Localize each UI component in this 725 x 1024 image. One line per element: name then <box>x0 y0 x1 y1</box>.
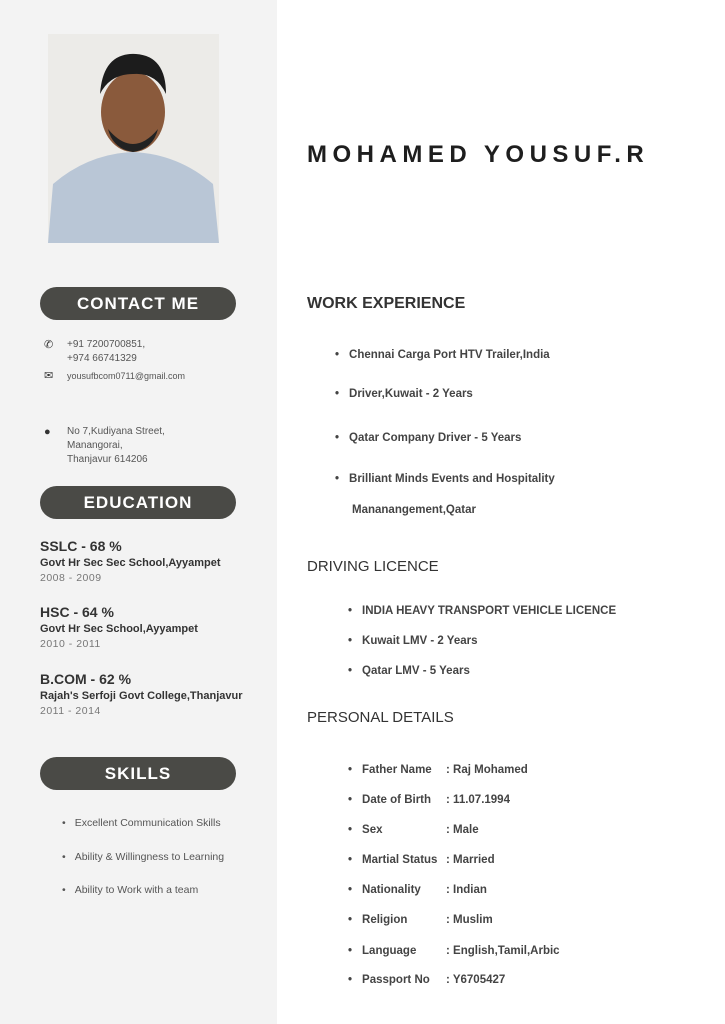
label: • Martial Status <box>362 854 438 866</box>
work-item: • Chennai Carga Port HTV Trailer,India <box>335 349 550 361</box>
personal-item <box>348 974 505 986</box>
skill-item: • Ability to Work with a team <box>62 884 198 896</box>
value: : English,Tamil,Arbic <box>446 945 560 957</box>
education-heading: EDUCATION <box>40 486 236 519</box>
school: Govt Hr Sec School,Ayyampet <box>40 623 198 635</box>
skill-item: • Ability & Willingness to Learning <box>62 851 224 863</box>
personal-item <box>348 914 493 926</box>
work-heading: WORK EXPERIENCE <box>307 295 466 312</box>
education-item <box>40 671 243 717</box>
value: : Married <box>446 854 495 866</box>
years: 2010 - 2011 <box>40 638 101 650</box>
label: • Passport No <box>362 974 430 986</box>
value: : Male <box>446 824 479 836</box>
licence-item: • Kuwait LMV - 2 Years <box>348 635 478 647</box>
label: • Language <box>362 945 417 957</box>
address-info <box>44 425 165 467</box>
email[interactable]: yousufbcom0711@gmail.com <box>67 371 186 381</box>
profile-photo <box>48 34 219 243</box>
phone-1: +91 7200700851, <box>67 339 146 350</box>
work-item: • Brilliant Minds Events and Hospitality <box>335 473 555 485</box>
email-info <box>44 369 185 383</box>
personal-item <box>348 945 560 957</box>
label: • Nationality <box>362 884 421 896</box>
address-line: No 7,Kudiyana Street, <box>67 426 165 437</box>
work-item-continuation: Mananangement,Qatar <box>352 504 476 516</box>
work-item: • Driver,Kuwait - 2 Years <box>335 388 473 400</box>
degree: HSC - 64 % <box>40 604 114 620</box>
contact-heading: CONTACT ME <box>40 287 236 320</box>
address-line: Manangorai, <box>67 440 123 451</box>
phone-2: +974 66741329 <box>67 353 137 364</box>
school: Rajah's Serfoji Govt College,Thanjavur <box>40 690 243 702</box>
label: • Date of Birth <box>362 794 432 806</box>
personal-item <box>348 824 479 836</box>
personal-item <box>348 764 528 776</box>
phone-info <box>44 338 145 366</box>
licence-item: • INDIA HEAVY TRANSPORT VEHICLE LICENCE <box>348 605 616 617</box>
skills-heading: SKILLS <box>40 757 236 790</box>
years: 2011 - 2014 <box>40 705 101 717</box>
address-line: Thanjavur 614206 <box>67 454 148 465</box>
personal-heading: PERSONAL DETAILS <box>307 709 454 726</box>
mail-icon: ✉ <box>44 370 54 382</box>
education-item <box>40 604 198 650</box>
value: : 11.07.1994 <box>446 794 510 806</box>
label: • Father Name <box>362 764 432 776</box>
label: • Sex <box>362 824 383 836</box>
label: • Religion <box>362 914 408 926</box>
work-item: • Qatar Company Driver - 5 Years <box>335 432 521 444</box>
degree: SSLC - 68 % <box>40 538 122 554</box>
skill-item: • Excellent Communication Skills <box>62 817 221 829</box>
phone-icon: ✆ <box>44 339 54 351</box>
degree: B.COM - 62 % <box>40 671 132 687</box>
licence-item: • Qatar LMV - 5 Years <box>348 665 470 677</box>
personal-item <box>348 854 495 866</box>
personal-item <box>348 884 487 896</box>
candidate-name: MOHAMED YOUSUF.R <box>307 141 650 168</box>
value: : Indian <box>446 884 487 896</box>
education-item <box>40 538 221 584</box>
years: 2008 - 2009 <box>40 572 102 584</box>
location-pin-icon: ● <box>44 426 51 438</box>
value: : Y6705427 <box>446 974 506 986</box>
school: Govt Hr Sec Sec School,Ayyampet <box>40 557 221 569</box>
value: : Muslim <box>446 914 493 926</box>
value: : Raj Mohamed <box>446 764 528 776</box>
licence-heading: DRIVING LICENCE <box>307 558 439 575</box>
personal-item <box>348 794 510 806</box>
